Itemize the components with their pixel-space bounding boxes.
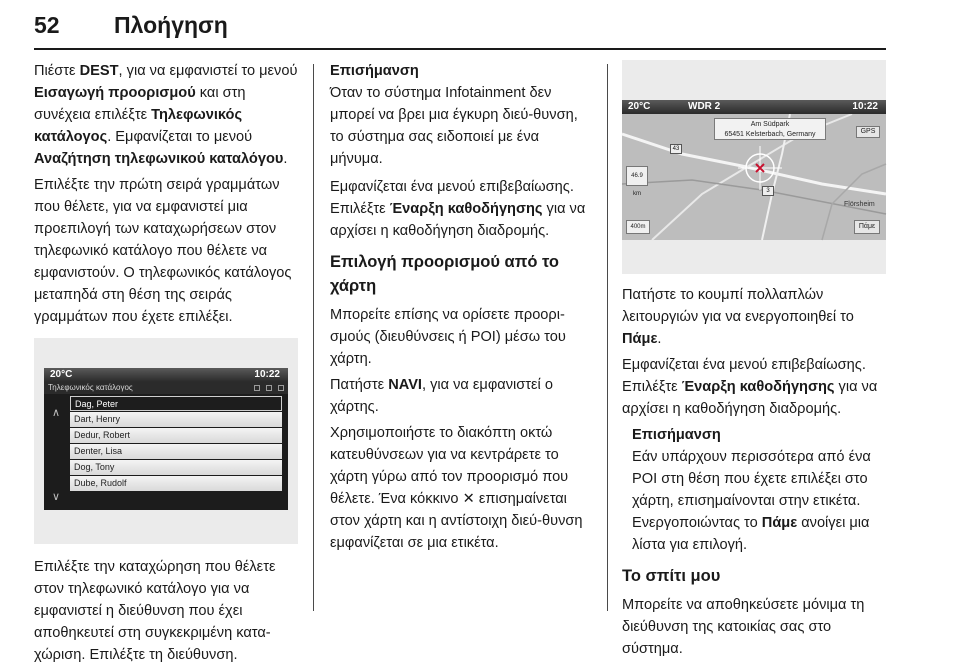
- list-item[interactable]: Dog, Tony: [70, 460, 282, 475]
- text: . Εμφανίζεται το μενού: [107, 129, 253, 145]
- phonebook-title: Τηλεφωνικός κατάλογος: [48, 383, 133, 392]
- note-text: Όταν το σύστημα Infotainment δεν μπορεί να βρει μια έγκυρη διεύ-θυνση, το σύστημα σας ειδοποιεί με ένα μήνυμα.: [330, 85, 578, 167]
- list-item[interactable]: Dube, Rudolf: [70, 476, 282, 491]
- address-city: 65451 Kelsterbach, Germany: [724, 131, 816, 138]
- status-bar: [622, 100, 886, 114]
- note-block: [622, 424, 886, 556]
- text: Πιέστε: [34, 63, 80, 79]
- section-heading: Το σπίτι μου: [622, 567, 721, 585]
- paragraph-dest: [34, 60, 300, 170]
- chapter-title: Πλοήγηση: [114, 12, 228, 38]
- text: , για να εμφανιστεί ο χάρτης.: [330, 377, 553, 415]
- gps-button[interactable]: GPS: [856, 126, 880, 138]
- text: , για να εμφανιστεί το μενού: [118, 63, 298, 79]
- road-number: 3: [762, 186, 774, 196]
- map-scale: 400m: [626, 220, 650, 234]
- column-divider-2: [607, 64, 608, 611]
- text: για να αρχίσει η καθοδήγηση διαδρομής.: [330, 201, 586, 239]
- navi-button-ref: NAVI: [388, 377, 422, 393]
- address-label: [714, 118, 826, 140]
- paragraph-press-knob: [622, 284, 886, 350]
- start-guidance-ref: Έναρξη καθοδήγησης: [681, 379, 835, 395]
- page-number: 52: [34, 12, 60, 38]
- column-divider-1: [313, 64, 314, 611]
- town-label: Flörsheim: [844, 201, 875, 208]
- status-icons: [254, 382, 284, 394]
- search-menu-ref: Αναζήτηση τηλεφωνικού καταλόγου: [34, 151, 284, 167]
- bluetooth-icon: [278, 385, 284, 391]
- text: .: [657, 331, 662, 347]
- temperature: 20°C: [50, 369, 73, 380]
- text: ανοίγει μια λίστα για επιλογή.: [632, 515, 870, 553]
- phonebook-title-bar: [44, 382, 288, 394]
- page-header: [34, 6, 886, 50]
- paragraph-confirm-2: [622, 354, 886, 420]
- map-display: [622, 100, 886, 240]
- paragraph-joystick: Χρησιμοποιήστε το διακόπτη οκτώ κατευθύνσεων για να κεντράρετε το χάρτη γύρω από τον προορισμό που θέλετε. Ένα κόκκινο ✕ επισημαίνεται στον χάρτη και η αντίστοιχη διεύ-θυνση εμφανίζεται σε μια ετικέτα.: [330, 425, 583, 551]
- section-heading: Επιλογή προορισμού από το χάρτη: [330, 253, 559, 295]
- signal-icon: [254, 385, 260, 391]
- go-ref: Πάμε: [761, 515, 798, 531]
- address-street: Am Südpark: [750, 121, 790, 128]
- dest-button-ref: DEST: [79, 63, 119, 79]
- clock: 10:22: [254, 369, 280, 380]
- paragraph-map-intro: Μπορείτε επίσης να ορίσετε προορι-σμούς (διευθύνσεις ή POI) μέσω του χάρτη.: [330, 307, 566, 367]
- text: Πατήστε: [330, 377, 389, 393]
- audio-source: WDR 2: [688, 101, 721, 112]
- map-screenshot: [622, 60, 886, 274]
- note-title: Επισήμανση: [632, 427, 721, 443]
- paragraph-confirm: [330, 176, 594, 242]
- start-guidance-ref: Έναρξη καθοδήγησης: [389, 201, 543, 217]
- temperature: 20°C: [628, 101, 651, 112]
- list-item[interactable]: Dedur, Robert: [70, 428, 282, 443]
- status-bar: [44, 368, 288, 382]
- list-item[interactable]: Dag, Peter: [70, 396, 282, 411]
- column-1: [34, 60, 300, 670]
- paragraph-letters: Επιλέξτε την πρώτη σειρά γραμμάτων που θέλετε, για να εμφανιστεί μια προεπιλογή των καταχωρήσεων στον τηλεφωνικό κατάλογο που θέλετε να εμφανιστούν. Ο τηλεφωνικός κατάλογος μεταπηδά στη θέση της σειράς γραμμάτων που έχετε επιλέξει.: [34, 177, 292, 325]
- paragraph-home: Μπορείτε να αποθηκεύσετε μόνιμα τη διεύθυνση της κατοικίας σας στο σύστημα.: [622, 597, 865, 657]
- text: Εμφανίζεται ένα μενού επιβεβαίωσης. Επιλέξτε: [330, 179, 574, 217]
- text: και στη συνέχεια επιλέξτε: [34, 85, 246, 123]
- go-ref: Πάμε: [622, 331, 658, 347]
- scroll-up-icon[interactable]: ∧: [52, 407, 61, 419]
- paragraph-select-entry: Επιλέξτε την καταχώρηση που θέλετε στον τηλεφωνικό κατάλογο για να εμφανιστεί η διεύθυνση που έχει αποθηκευτεί στη συγκεκριμένη κατα-χώριση. Επιλέξτε τη διεύθυνση.: [34, 559, 276, 663]
- list-item[interactable]: Denter, Lisa: [70, 444, 282, 459]
- paragraph-navi: [330, 374, 594, 418]
- scroll-down-icon[interactable]: ∨: [52, 491, 61, 503]
- text: για να αρχίσει η καθοδήγηση διαδρομής.: [622, 379, 878, 417]
- battery-icon: [266, 385, 272, 391]
- text: Εάν υπάρχουν περισσότερα από ένα POI στη θέση που έχετε επιλέξει στο χάρτη, επισημαίνονται στην ετικέτα. Ενεργοποιώντας το: [632, 449, 871, 531]
- phonebook-ref: Τηλεφωνικός κατάλογος: [34, 107, 243, 145]
- phonebook-list: [70, 396, 282, 492]
- go-button[interactable]: Πάμε: [854, 220, 880, 234]
- note-title: Επισήμανση: [330, 63, 419, 79]
- note-block: [330, 60, 594, 170]
- road-number: 43: [670, 144, 682, 154]
- list-item[interactable]: Dart, Henry: [70, 412, 282, 427]
- text: .: [283, 151, 288, 167]
- column-3: [622, 60, 886, 664]
- text: Πατήστε το κουμπί πολλαπλών λειτουργιών για να ενεργοποιηθεί το: [622, 287, 854, 325]
- phonebook-display: [44, 368, 288, 510]
- column-2: [330, 60, 594, 558]
- distance-indicator: 46.9 km: [626, 166, 648, 186]
- text: Εμφανίζεται ένα μενού επιβεβαίωσης. Επιλέξτε: [622, 357, 866, 395]
- menu-ref: Εισαγωγή προορισμού: [34, 85, 196, 101]
- clock: 10:22: [852, 101, 878, 112]
- phonebook-screenshot: [34, 338, 298, 544]
- note-text: [632, 446, 886, 556]
